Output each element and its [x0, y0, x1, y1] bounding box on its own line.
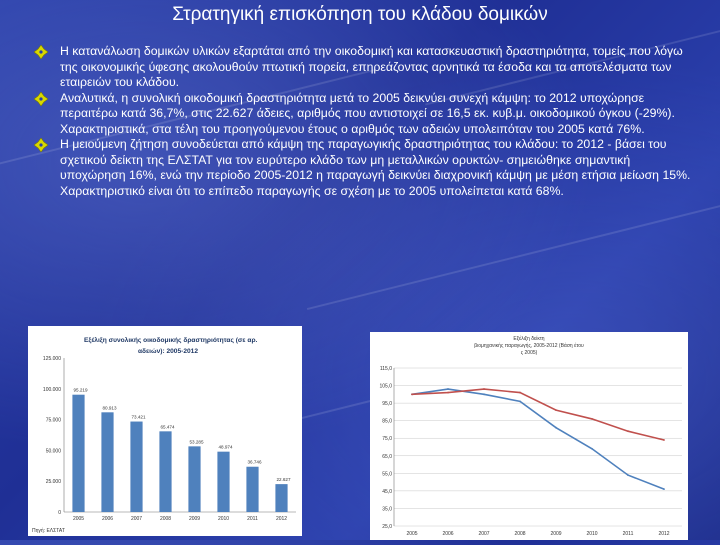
data-label: 53.285 — [189, 439, 204, 445]
data-label: 73.421 — [131, 414, 146, 420]
x-tick-label: 2012 — [658, 531, 670, 537]
y-tick-label: 0 — [58, 510, 61, 516]
y-tick-label: 125.000 — [42, 356, 61, 362]
x-tick-label: 2011 — [622, 531, 634, 537]
bar-chart-title-line2: αδειών): 2005-2012 — [138, 348, 199, 355]
line-chart-title-line1: Εξέλιξη δείκτη — [513, 336, 545, 342]
series-point — [555, 427, 557, 429]
x-tick-label: 2012 — [275, 516, 288, 522]
bullet-list — [34, 44, 698, 199]
series-point — [627, 474, 629, 476]
line-chart-panel — [370, 332, 688, 540]
bar — [159, 431, 171, 512]
bar — [217, 452, 229, 512]
bar — [188, 446, 200, 512]
series-point — [447, 388, 449, 390]
series-line — [412, 389, 664, 489]
x-tick-label: 2007 — [478, 531, 490, 537]
x-tick-label: 2009 — [188, 516, 201, 522]
data-label: 36.746 — [247, 459, 262, 465]
bullet-item — [34, 91, 698, 138]
data-label: 80.913 — [102, 405, 117, 411]
y-tick-label: 115,0 — [379, 366, 392, 372]
series-point — [663, 439, 665, 441]
x-tick-label: 2006 — [101, 516, 114, 522]
bar — [101, 412, 113, 512]
data-label: 48.974 — [218, 444, 233, 450]
bar — [275, 484, 287, 512]
line-chart — [370, 332, 688, 540]
bar — [130, 422, 142, 512]
y-tick-label: 25.000 — [45, 479, 61, 486]
y-tick-label: 45,0 — [382, 488, 392, 495]
bullet-item — [34, 44, 698, 91]
x-tick-label: 2011 — [247, 516, 258, 522]
bar-chart — [28, 326, 302, 536]
y-tick-label: 75,0 — [382, 436, 392, 443]
bullet-text: Η μειούμενη ζήτηση συνοδεύεται από κάμψη της παραγωγικής δραστηριότητας του κλάδου: το 2012 - βάσει του σχετικού δείκτη της ΕΛΣΤΑΤ για τον ευρύτερο κλάδο των μη μεταλλικών ορυκτών- σημειώθηκε σημαντική υποχώρηση 16%, ενώ την περίοδο 2005-2012 η παραγωγή δεικνύει διαχρονική κάμψη με μέση ετήσια μείωση 15%. Χαρακτηριστικό είναι ότι το επίπεδο παραγωγής σε σχέση με το 2005 υπολείπεται κατά 68%. — [60, 137, 691, 198]
diamond-bullet-icon — [34, 45, 48, 59]
series-point — [483, 393, 485, 395]
x-tick-label: 2009 — [550, 531, 562, 537]
series-point — [447, 392, 449, 394]
x-tick-label: 2010 — [586, 531, 598, 537]
series-point — [411, 393, 413, 395]
data-label: 22.627 — [276, 477, 291, 483]
x-tick-label: 2005 — [72, 516, 85, 522]
y-tick-label: 65,0 — [382, 453, 392, 460]
series-point — [519, 400, 521, 402]
series-point — [663, 488, 665, 490]
line-chart-title-line3: ς 2005) — [520, 350, 538, 356]
slide-title: Στρατηγική επισκόπηση του κλάδου δομικών — [172, 4, 548, 25]
bar-chart-panel — [28, 326, 302, 536]
y-tick-label: 75.000 — [45, 417, 61, 424]
x-tick-label: 2008 — [514, 531, 526, 537]
y-tick-label: 95,0 — [382, 401, 392, 408]
series-point — [483, 388, 485, 390]
x-tick-label: 2008 — [159, 516, 172, 522]
data-label: 95.219 — [73, 387, 88, 393]
bullet-text: Η κατανάλωση δομικών υλικών εξαρτάται από την οικοδομική και κατασκευαστική δραστηριότητα, τομείς που λόγω της οικονομικής ύφεσης ακολουθούν πτωτική πορεία, επηρεάζοντας αρνητικά τα έσοδα και τα αποτελέσματα των εταιρειών του κλάδου. — [60, 44, 683, 89]
line-chart-title-line2: βιομηχανικής παραγωγής, 2005-2012 (Βάση έτου — [474, 343, 584, 349]
series-point — [591, 448, 593, 450]
y-tick-label: 50.000 — [45, 448, 61, 455]
x-tick-label: 2007 — [130, 516, 143, 522]
series-point — [627, 430, 629, 432]
series-point — [555, 409, 557, 411]
bar — [72, 395, 84, 512]
x-tick-label: 2005 — [406, 531, 418, 537]
y-tick-label: 85,0 — [382, 418, 392, 425]
y-tick-label: 100.000 — [42, 386, 61, 393]
bar-chart-title-line1: Εξέλιξη συνολικής οικοδομικής δραστηριότητας (σε αρ. — [84, 337, 258, 344]
y-tick-label: 25,0 — [382, 524, 392, 530]
bar-chart-source: Πηγή: ΕΛΣΤΑΤ — [32, 528, 65, 534]
x-tick-label: 2010 — [217, 516, 230, 522]
x-tick-label: 2006 — [442, 531, 454, 537]
y-tick-label: 55,0 — [382, 471, 392, 478]
diamond-bullet-icon — [34, 92, 48, 106]
bullet-item — [34, 137, 698, 199]
diamond-bullet-icon — [34, 138, 48, 152]
bullet-text: Αναλυτικά, η συνολική οικοδομική δραστηριότητα μετά το 2005 δεικνύει συνεχή κάμψη: το 2012 υποχώρησε περαιτέρω κατά 36,7%, στις 22.627 άδειες, αριθμός που αντιστοιχεί σε 16,5 εκ. κυβ.μ. οικοδομικού όγκου (-29%). Χαρακτηριστικά, στα τέλη του προηγούμενου έτους ο αριθμός των αδειών υπολειπόταν του 2005 κατά 76%. — [60, 90, 675, 136]
series-point — [591, 418, 593, 420]
y-tick-label: 105,0 — [379, 383, 392, 390]
bar — [246, 467, 258, 512]
y-tick-label: 35,0 — [382, 506, 392, 513]
series-point — [519, 392, 521, 394]
data-label: 65.474 — [160, 424, 175, 430]
